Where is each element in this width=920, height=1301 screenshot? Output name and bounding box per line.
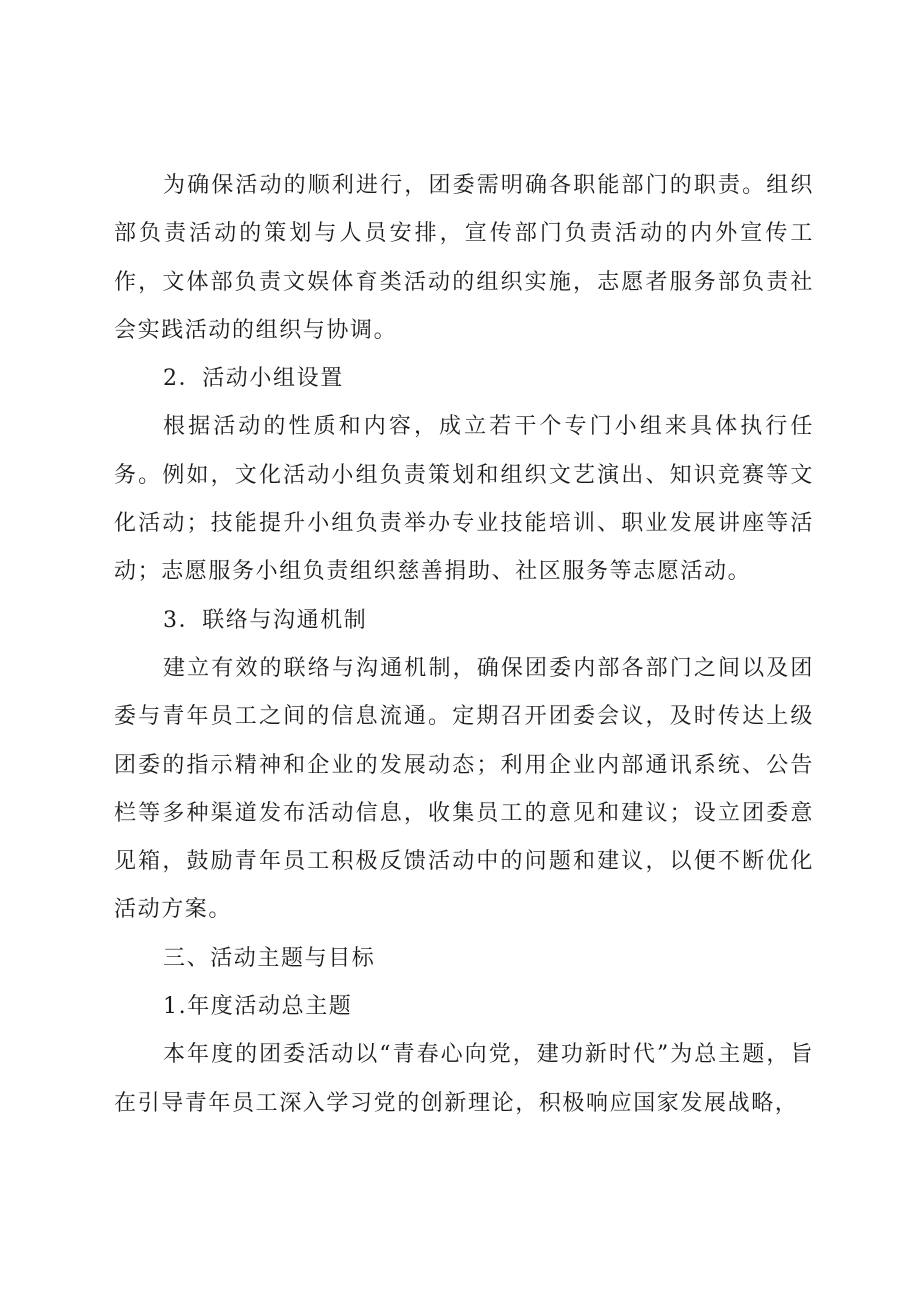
paragraph-annual-theme: 本年度的团委活动以“青春心向党，建功新时代”为总主题，旨在引导青年员工深入学习党的创新理论，积极响应国家发展战略， [114,1042,814,1116]
section-heading-communication: 3．联络与沟通机制 [163,607,368,633]
paragraph-activity-groups: 根据活动的性质和内容，成立若干个专门小组来具体执行任务。例如，文化活动小组负责策划和组织文艺演出、知识竞赛等文化活动；技能提升小组负责举办专业技能培训、职业发展讲座等活动；志愿服务小组负责组织慈善捐助、社区服务等志愿活动。 [114,414,814,585]
section-heading-annual-theme: 1.年度活动总主题 [163,994,353,1020]
document-body [114,162,814,1128]
paragraph-communication: 建立有效的联络与沟通机制，确保团委内部各部门之间以及团委与青年员工之间的信息流通。定期召开团委会议，及时传达上级团委的指示精神和企业的发展动态；利用企业内部通讯系统、公告栏等多种渠道发布活动信息，收集员工的意见和建议；设立团委意见箱，鼓励青年员工积极反馈活动中的问题和建议，以便不断优化活动方案。 [114,655,814,923]
chapter-heading-theme-goals: 三、活动主题与目标 [163,945,376,971]
section-heading-activity-groups: 2．活动小组设置 [163,366,344,392]
paragraph-department-duties: 为确保活动的顺利进行，团委需明确各职能部门的职责。组织部负责活动的策划与人员安排，宣传部门负责活动的内外宣传工作，文体部负责文娱体育类活动的组织实施，志愿者服务部负责社会实践活动的组织与协调。 [114,173,814,343]
